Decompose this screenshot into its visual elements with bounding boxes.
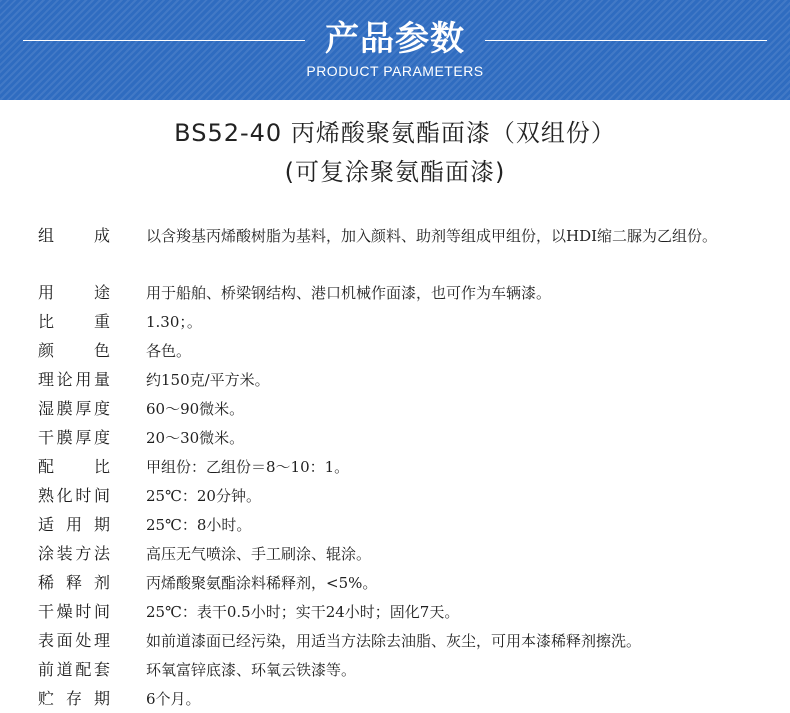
header-banner: [0, 0, 790, 100]
spec-label: [38, 340, 110, 362]
spec-label-char: 时: [75, 602, 92, 621]
spec-label-char: 膜: [56, 428, 73, 447]
spec-value: 高压无气喷涂、手工刷涂、辊涂。: [146, 545, 372, 563]
spec-label-char: 量: [93, 370, 110, 389]
spec-row: [0, 597, 790, 626]
spec-label: [38, 369, 110, 391]
spec-value: 1.30；。: [146, 313, 202, 331]
spec-row: [0, 365, 790, 394]
spec-label-char: 时: [75, 486, 92, 505]
spec-value: 各色。: [146, 342, 192, 360]
spec-row: [0, 336, 790, 365]
spec-label-char: 色: [93, 341, 110, 360]
spec-label-char: 面: [56, 631, 73, 650]
spec-label-char: 前: [38, 660, 55, 679]
spec-label-char: 干: [38, 602, 55, 621]
spec-row: [0, 655, 790, 684]
spec-row: [0, 626, 790, 655]
spec-label-char: 组: [38, 226, 55, 245]
spec-label-char: 颜: [38, 341, 55, 360]
spec-label-char: 燥: [56, 602, 73, 621]
spec-row: [0, 452, 790, 481]
spec-row: [0, 539, 790, 568]
spec-label-char: 重: [93, 312, 110, 331]
spec-label-char: 法: [93, 544, 110, 563]
spec-value: 甲组份：乙组份＝8～10：1。: [146, 458, 350, 476]
spec-label-char: 化: [56, 486, 73, 505]
spec-value: 25℃：表干0.5小时；实干24小时；固化7天。: [146, 603, 460, 621]
spec-row: [0, 307, 790, 336]
spec-label: [38, 601, 110, 623]
spec-label-char: 熟: [38, 486, 55, 505]
spec-label-char: 剂: [93, 573, 110, 592]
spec-label-char: 用: [75, 370, 92, 389]
spec-label-char: 套: [93, 660, 110, 679]
spec-label-char: 理: [93, 631, 110, 650]
spec-label-char: 间: [93, 486, 110, 505]
spec-label-char: 湿: [38, 399, 55, 418]
spec-label-char: 期: [93, 689, 110, 708]
spec-row: [0, 568, 790, 597]
spec-label-char: 比: [93, 457, 110, 476]
spec-label: [38, 485, 110, 507]
spec-label-char: 比: [38, 312, 55, 331]
spec-row: [0, 481, 790, 510]
spec-label-char: 理: [38, 370, 55, 389]
spec-label-char: 配: [38, 457, 55, 476]
spec-value: 以含羧基丙烯酸树脂为基料，加入颜料、助剂等组成甲组份，以HDI缩二脲为乙组份。: [146, 227, 718, 245]
spec-label-char: 方: [75, 544, 92, 563]
spec-value: 丙烯酸聚氨酯涂料稀释剂，<5%。: [146, 574, 378, 592]
spec-label: [38, 398, 110, 420]
spec-label: [38, 282, 110, 304]
product-alias: (可复涂聚氨酯面漆): [284, 158, 506, 186]
spec-label: [38, 225, 110, 247]
spec-label-char: 间: [93, 602, 110, 621]
spec-row: [0, 510, 790, 539]
spec-label-char: 用: [65, 515, 82, 534]
spec-label: [38, 514, 110, 536]
spec-label-char: 存: [65, 689, 82, 708]
spec-label-char: 途: [93, 283, 110, 302]
spec-value: 用于船舶、桥梁钢结构、港口机械作面漆，也可作为车辆漆。: [146, 284, 552, 302]
spec-value: 6个月。: [146, 690, 201, 708]
spec-label-char: 用: [38, 283, 55, 302]
spec-row: [0, 221, 790, 278]
spec-label: [38, 543, 110, 565]
spec-list: [0, 221, 790, 713]
spec-label: [38, 630, 110, 652]
spec-row: [0, 684, 790, 713]
spec-value: 约150克/平方米。: [146, 371, 270, 389]
spec-label-char: 释: [65, 573, 82, 592]
spec-value: 20～30微米。: [146, 429, 245, 447]
spec-label: [38, 456, 110, 478]
spec-row: [0, 423, 790, 452]
spec-row: [0, 394, 790, 423]
banner-title: 产品参数: [325, 19, 465, 59]
spec-value: 25℃：20分钟。: [146, 487, 261, 505]
spec-value: 环氧富锌底漆、环氧云铁漆等。: [146, 661, 357, 679]
spec-label-char: 配: [75, 660, 92, 679]
spec-label: [38, 427, 110, 449]
spec-label-char: 表: [38, 631, 55, 650]
spec-label-char: 涂: [38, 544, 55, 563]
spec-label: [38, 311, 110, 333]
spec-value: 25℃：8小时。: [146, 516, 252, 534]
spec-label-char: 道: [56, 660, 73, 679]
spec-label-char: 厚: [75, 399, 92, 418]
spec-label-char: 膜: [56, 399, 73, 418]
spec-value: 60～90微米。: [146, 400, 245, 418]
spec-label: [38, 659, 110, 681]
spec-label-char: 厚: [75, 428, 92, 447]
product-name: BS52-40 丙烯酸聚氨酯面漆（双组份）: [174, 119, 616, 147]
spec-label-char: 度: [93, 399, 110, 418]
spec-label-char: 处: [75, 631, 92, 650]
spec-label-char: 适: [38, 515, 55, 534]
spec-label: [38, 572, 110, 594]
spec-label-char: 成: [93, 226, 110, 245]
spec-label-char: 稀: [38, 573, 55, 592]
banner-subtitle: PRODUCT PARAMETERS: [306, 63, 484, 79]
spec-label-char: 度: [93, 428, 110, 447]
spec-label-char: 贮: [38, 689, 55, 708]
spec-label-char: 干: [38, 428, 55, 447]
spec-label-char: 论: [56, 370, 73, 389]
spec-label-char: 装: [56, 544, 73, 563]
spec-label: [38, 688, 110, 710]
spec-row: [0, 278, 790, 307]
spec-value: 如前道漆面已经污染，用适当方法除去油脂、灰尘，可用本漆稀释剂擦洗。: [146, 632, 642, 650]
spec-label-char: 期: [93, 515, 110, 534]
